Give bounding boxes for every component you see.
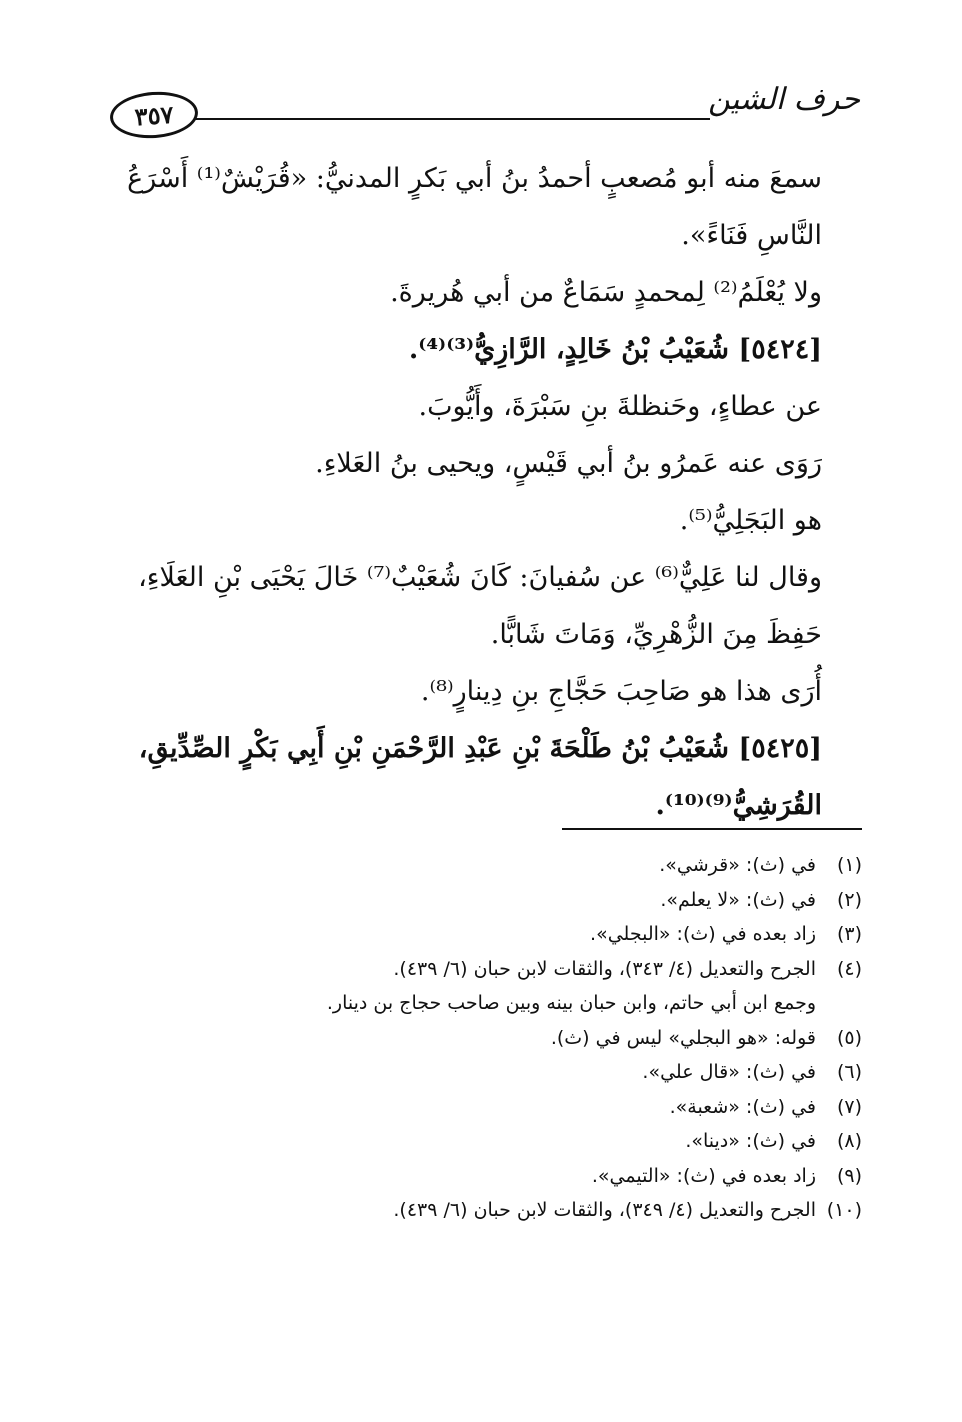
entry-heading: [٥٤٢٥] شُعَيْبُ بْنُ طَلْحَةَ بْنِ عَبْدِ الرَّحْمَنِ بْنِ أَبِي بَكْرٍ الصِّدِّيقِ، القُرَشِيُّ⁽⁹⁾⁽¹⁰⁾. — [138, 733, 822, 821]
footnote — [122, 1055, 862, 1090]
page-number: ٣٥٧ — [109, 89, 200, 141]
footnote-text: في (ث): «دينا». — [685, 1130, 816, 1152]
footnotes-separator — [562, 828, 862, 830]
entry-heading: [٥٤٢٤] شُعَيْبُ بْنُ خَالِدٍ، الرَّازِيُّ⁽³⁾⁽⁴⁾. — [408, 334, 822, 365]
footnote — [122, 848, 862, 883]
footnote-number: (٩) — [836, 1164, 862, 1187]
footnote — [122, 1021, 862, 1056]
running-head: حرف الشين — [708, 82, 860, 117]
footnote-number: (١) — [836, 854, 862, 876]
footnote — [122, 1090, 862, 1125]
footnote-text: قوله: «هو البجلي» ليس في (ث). — [550, 1026, 816, 1049]
paragraph: ولا يُعْلَمُ⁽²⁾ لِمحمدٍ سَمَاعٌ من أبي هُريرةَ. — [390, 277, 822, 308]
footnote-text: زاد بعده في (ث): «التيمي». — [591, 1164, 816, 1187]
footnote-text: الجرح والتعديل (٤/ ٣٤٩)، والثقات لابن حبان (٦/ ٤٣٩). — [393, 1199, 816, 1221]
footnote-text: في (ث): «شعبة». — [669, 1095, 816, 1118]
header-rule — [194, 118, 710, 120]
footnote-number: (٤) — [836, 957, 862, 980]
footnote-number: (٣) — [836, 923, 862, 945]
paragraph: رَوَى عنه عَمرُو بنُ أبي قَيْسٍ، ويحيى بنُ العَلاءِ. — [315, 448, 822, 479]
footnote-continuation: وجمع ابن أبي حاتم، وابن حبان بينه وبين صاحب حجاج بن دينار. — [326, 992, 816, 1014]
footnote — [122, 952, 862, 987]
footnote — [122, 1124, 862, 1159]
paragraph: سمعَ منه أبو مُصعبٍ أحمدُ بنُ أبي بَكرٍ المدنيُّ: «قُرَيْشٌ⁽¹⁾ أَسْرَعُ النَّاسِ فَنَاءً». — [127, 163, 822, 251]
footnote — [122, 1159, 862, 1194]
footnote — [122, 1193, 862, 1228]
paragraph: عن عطاءٍ، وحَنظلةَ بنِ سَبْرَةَ، وأَيُّوبَ. — [418, 391, 822, 422]
footnote — [122, 917, 862, 952]
paragraph: هو البَجَلِيُّ⁽⁵⁾. — [679, 505, 822, 536]
footnote-number: (٦) — [836, 1061, 862, 1083]
footnote-number: (١٠) — [826, 1199, 862, 1221]
footnote — [122, 883, 862, 918]
footnote-text: في (ث): «قال علي». — [642, 1061, 816, 1083]
page-header — [110, 78, 860, 142]
footnote-text: في (ث): «قرشي». — [659, 854, 816, 876]
footnote-number: (٢) — [836, 888, 862, 911]
footnote-text: الجرح والتعديل (٤/ ٣٤٣)، والثقات لابن حبان (٦/ ٤٣٩). — [393, 957, 816, 980]
main-text — [122, 150, 862, 834]
paragraph: أُرَى هذا هو صَاحِبَ حَجَّاجِ بنِ دِينارٍ⁽⁸⁾. — [420, 676, 822, 707]
paragraph: وقال لنا عَلِيٌّ⁽⁶⁾ عن سُفيانَ: كَانَ شُعَيْبٌ⁽⁷⁾ خَالَ يَحْيَى بْنِ العَلَاءِ، حَفِظَ مِنَ الزُّهْرِيِّ، وَمَاتَ شَابًّا. — [138, 562, 822, 650]
footnote-number: (٨) — [836, 1130, 862, 1152]
footnote-number: (٥) — [836, 1026, 862, 1049]
footnotes — [122, 848, 862, 1228]
footnote-text: في (ث): «لا يعلم». — [660, 888, 816, 911]
footnote-text: زاد بعده في (ث): «البجلي». — [590, 923, 816, 945]
footnote-number: (٧) — [836, 1095, 862, 1118]
